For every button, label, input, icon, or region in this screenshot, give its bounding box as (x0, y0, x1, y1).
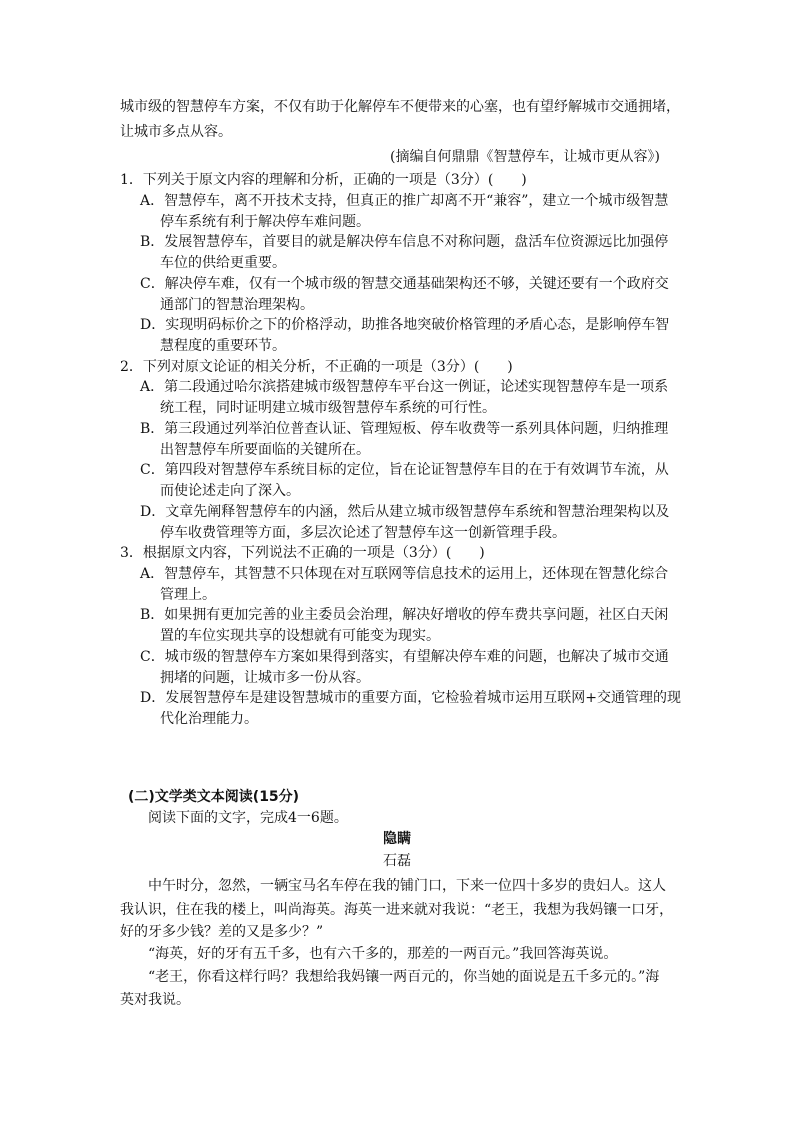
option-line: D．发展智慧停车是建设智慧城市的重要方面，它检验着城市运用互联网+交通管理的现 (140, 690, 681, 706)
story-paragraph-line: “海英，好的牙有五千多，也有六千多的，那差的一两百元。”我回答海英说。 (148, 946, 618, 962)
option-line: 拥堵的问题，让城市多一份从容。 (160, 670, 370, 686)
option-line: 管理上。 (160, 587, 216, 603)
option-line: B．如果拥有更加完善的业主委员会治理，解决好增收的停车费共享问题，社区白天闲 (140, 607, 669, 623)
option-line: A．智慧停车，其智慧不只体现在对互联网等信息技术的运用上，还体现在智慧化综合 (140, 566, 669, 582)
option-line: 停车系统有利于解决停车难问题。 (160, 214, 370, 230)
question-stem: 3．根据原文内容，下列说法不正确的一项是（3分）( ) (120, 545, 485, 561)
option-line: D．实现明码标价之下的价格浮动，助推各地突破价格管理的矛盾心态，是影响停车智 (140, 317, 670, 333)
option-line: A．第二段通过哈尔滨搭建城市级智慧停车平台这一例证，论述实现智慧停车是一项系 (140, 379, 669, 395)
source-citation: (摘编自何鼎鼎《智慧停车，让城市更从容》) (390, 149, 660, 165)
question-stem: 2．下列对原文论证的相关分析，不正确的一项是（3分）( ) (120, 359, 513, 375)
option-line: 统工程，同时证明建立城市级智慧停车系统的可行性。 (160, 400, 496, 416)
option-line: 代化治理能力。 (160, 711, 258, 727)
story-paragraph-line: “老王，你看这样行吗？我想给我妈镶一两百元的，你当她的面说是五千多元的。”海 (148, 969, 660, 985)
option-line: D．文章先阐释智慧停车的内涵，然后从建立城市级智慧停车系统和智慧治理架构以及 (140, 504, 670, 520)
passage-text-line: 城市级的智慧停车方案，不仅有助于化解停车不便带来的心塞，也有望纾解城市交通拥堵， (120, 99, 680, 115)
story-paragraph-line: 英对我说。 (120, 992, 190, 1008)
story-author: 石磊 (383, 853, 411, 869)
story-paragraph-line: 中午时分，忽然，一辆宝马名车停在我的铺门口，下来一位四十多岁的贵妇人。这人 (148, 878, 666, 894)
option-line: 通部门的智慧治理架构。 (160, 297, 314, 313)
option-line: 而使论述走向了深入。 (160, 483, 300, 499)
passage-text-line: 让城市多点从容。 (120, 124, 232, 140)
story-title: 隐瞒 (383, 831, 411, 847)
option-line: B．发展智慧停车，首要目的就是解决停车信息不对称问题，盘活车位资源远比加强停 (140, 234, 669, 250)
section-heading: (二)文学类文本阅读(15分) (128, 789, 300, 805)
option-line: C．城市级的智慧停车方案如果得到落实，有望解决停车难的问题，也解决了城市交通 (140, 649, 669, 665)
story-paragraph-line: 好的牙多少钱？差的又是多少？” (120, 924, 324, 940)
option-line: 停车收费管理等方面，多层次论述了智慧停车这一创新管理手段。 (160, 525, 566, 541)
option-line: 置的车位实现共享的设想就有可能变为现实。 (160, 628, 440, 644)
section-instruction: 阅读下面的文字，完成4一6题。 (148, 810, 348, 826)
question-stem: 1．下列关于原文内容的理解和分析，正确的一项是（3分）( ) (120, 172, 527, 188)
option-line: 车位的供给更重要。 (160, 255, 286, 271)
option-line: 出智慧停车所要面临的关键所在。 (160, 442, 370, 458)
option-line: C．解决停车难，仅有一个城市级的智慧交通基础架构还不够，关键还要有一个政府交 (140, 276, 669, 292)
option-line: A．智慧停车，离不开技术支持，但真正的推广却离不开“兼容”，建立一个城市级智慧 (140, 193, 669, 209)
option-line: 慧程度的重要环节。 (160, 338, 286, 354)
story-paragraph-line: 我认识，住在我的楼上，叫尚海英。海英一进来就对我说：“老王，我想为我妈镶一口牙， (120, 902, 674, 918)
option-line: B．第三段通过列举泊位普查认证、管理短板、停车收费等一系列具体问题，归纳推理 (140, 421, 669, 437)
option-line: C．第四段对智慧停车系统目标的定位，旨在论证智慧停车目的在于有效调节车流，从 (140, 462, 669, 478)
